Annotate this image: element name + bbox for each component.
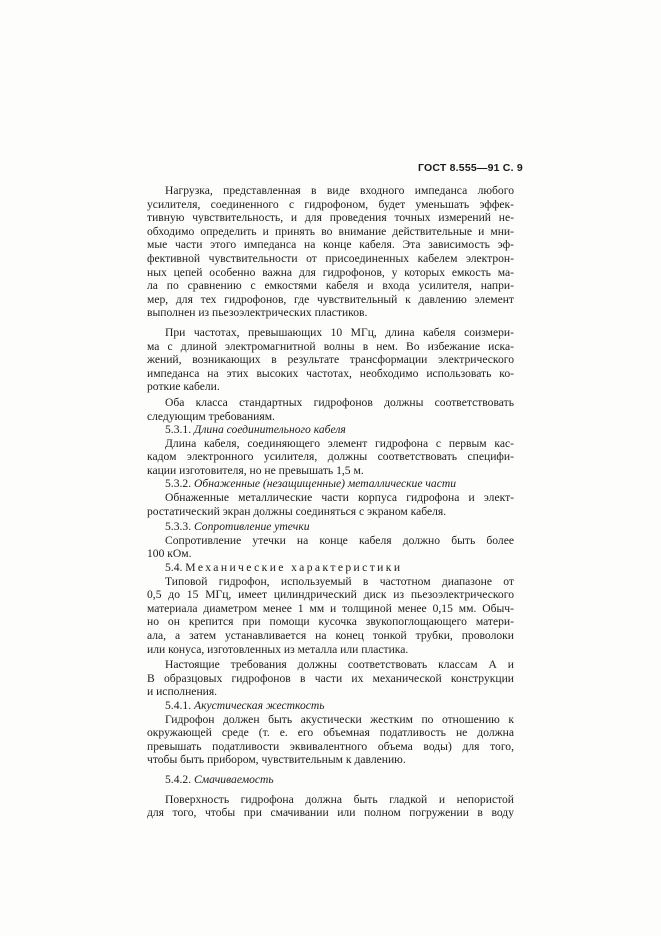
paragraph-acoustic-stiffness — [147, 713, 514, 767]
section-title: Сопротивление утечки — [194, 520, 310, 534]
text-line: 100 кОм. — [147, 547, 192, 561]
text-line: чтобы быть прибором, чувствительным к давлению. — [147, 753, 406, 767]
text-line: Настоящие требования должны соответствовать классам А и — [165, 658, 514, 672]
text-line: Поверхность гидрофона должна быть гладкой и непористой — [165, 792, 514, 806]
text-line: обходимо определить и принять во внимание действительные и мни- — [147, 224, 514, 238]
text-line: кадом электронного усилителя, должны соответствовать специфи- — [147, 450, 514, 464]
section-number: 5.4.1. — [165, 698, 192, 712]
text-line: ала, а затем устанавливается на конец тонкой трубки, проволоки — [147, 629, 514, 642]
section-number: 5.3.1. — [165, 423, 192, 437]
section-heading-5-3-3 — [147, 520, 514, 534]
text-line: Нагрузка, представленная в виде входного импеданса любого — [165, 184, 514, 197]
text-line: следующим требованиям. — [147, 409, 275, 423]
text-line: импеданса на этих высоких частотах, необходимо использовать ко- — [147, 366, 514, 380]
section-heading-5-4-1 — [147, 699, 514, 713]
text-line: роткие кабели. — [147, 380, 220, 394]
text-line: для того, чтобы при смачивании или полном погружении в воду — [147, 806, 514, 820]
text-line: превышать податливости эквивалентного объема воды) для того, — [147, 739, 514, 753]
text-line: ма с длиной электромагнитной волны в нем. Во избежание иска- — [147, 339, 514, 353]
text-line: 0,5 до 15 МГц, имеет цилиндрический диск из пьезоэлектрического — [147, 588, 514, 602]
section-title: Акустическая жесткость — [194, 698, 325, 712]
section-heading-5-3-2 — [147, 477, 514, 491]
paragraph-metal-parts — [147, 491, 514, 518]
text-line: мер, для тех гидрофонов, где чувствительный к давлению элемент — [147, 292, 514, 306]
section-title: Механические характеристики — [185, 561, 403, 575]
text-line: ных цепей особенно важна для гидрофонов, у которых емкость ма- — [147, 265, 514, 279]
section-number: 5.3.3. — [165, 520, 192, 534]
text-line: В образцовых гидрофонов в части их механической конструкции — [147, 671, 514, 685]
text-line: или конуса, изготовленных из металла или пластика. — [147, 642, 409, 656]
section-number: 5.4.2. — [165, 772, 192, 786]
section-number: 5.3.2. — [165, 477, 192, 491]
section-title: Смачиваемость — [194, 772, 274, 786]
section-heading-5-4 — [147, 561, 514, 575]
paragraph-load — [147, 184, 514, 320]
body-text — [147, 184, 514, 820]
text-line: Сопротивление утечки на конце кабеля должно быть более — [165, 533, 514, 547]
text-line: материала диаметром менее 1 мм и толщиной менее 0,15 мм. Обыч- — [147, 601, 514, 615]
section-heading-5-4-2 — [147, 773, 514, 787]
section-title: Длина соединительного кабеля — [194, 423, 346, 437]
text-line: мые части этого импеданса на конце кабеля. Эта зависимость эф- — [147, 238, 514, 252]
text-line: тивную чувствительность, и для проведения точных измерений не- — [147, 211, 514, 225]
paragraph-frequencies — [147, 326, 514, 394]
section-heading-5-3-1 — [147, 423, 514, 437]
text-line: Оба класса стандартных гидрофонов должны соответствовать — [165, 395, 514, 409]
page-header: ГОСТ 8.555—91 С. 9 — [418, 162, 523, 174]
text-line: При частотах, превышающих 10 МГц, длина кабеля соизмери- — [165, 325, 514, 339]
text-line: кации изготовителя, но не превышать 1,5 м. — [147, 463, 364, 477]
text-line: Длина кабеля, соединяющего элемент гидрофона с первым кас- — [165, 436, 514, 450]
text-line: выполнен из пьезоэлектрических пластиков. — [147, 306, 368, 320]
paragraph-leakage — [147, 534, 514, 561]
text-line: но он крепится при помощи кусочка звукопоглощающего матери- — [147, 615, 514, 629]
paragraph-wettability — [147, 793, 514, 820]
text-line: Гидрофон должен быть акустически жестким по отношению к — [165, 712, 514, 726]
text-line: жений, возникающих в результате трансформации электрического — [147, 353, 514, 367]
text-line: фективной чувствительности от присоединенных кабелем электрон- — [147, 251, 514, 265]
text-line: окружающей среде (т. е. его объемная податливость не должна — [147, 726, 514, 740]
text-line: усилителя, соединенного с гидрофоном, будет уменьшать эффек- — [147, 197, 514, 211]
paragraph-typical-hydrophone — [147, 575, 514, 657]
section-title: Обнаженные (незащищенные) металлические части — [194, 477, 457, 491]
text-line: Обнаженные металлические части корпуса гидрофона и элект- — [165, 491, 514, 505]
section-number: 5.4. — [165, 561, 183, 575]
paragraph-classes — [147, 396, 514, 423]
text-line: ла по сравнению с емкостями кабеля и входа усилителя, напри- — [147, 279, 514, 293]
paragraph-cable-length — [147, 437, 514, 478]
text-line: и исполнения. — [147, 685, 218, 699]
paragraph-requirements — [147, 658, 514, 699]
text-line: ростатический экран должны соединяться с экраном кабеля. — [147, 504, 447, 518]
text-line: Типовой гидрофон, используемый в частотном диапазоне от — [165, 574, 514, 588]
